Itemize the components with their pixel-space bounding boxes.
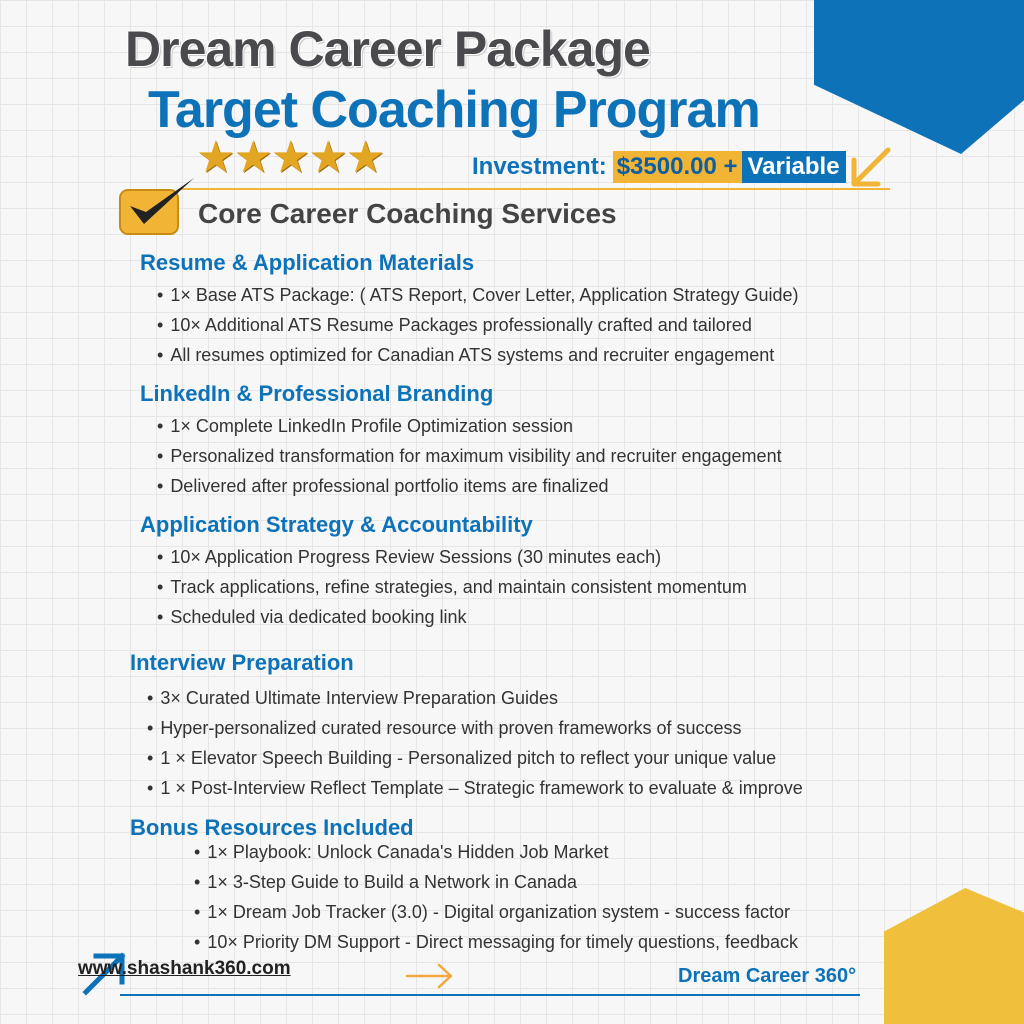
section-heading-interview: Interview Preparation <box>130 650 354 675</box>
investment-line <box>472 150 846 184</box>
arrow-right-icon <box>405 962 455 990</box>
core-services-heading: Core Career Coaching Services <box>198 198 617 229</box>
list-item: • 1 × Elevator Speech Building - Personalized pitch to reflect your unique value <box>147 743 803 773</box>
website-link[interactable]: www.shashank360.com <box>78 958 291 979</box>
investment-price: $3500.00 + <box>613 151 742 183</box>
list-item: • 1× Playbook: Unlock Canada's Hidden Job Market <box>194 837 798 867</box>
section-heading-linkedin: LinkedIn & Professional Branding <box>140 381 494 406</box>
section-list-resume <box>157 280 798 370</box>
brand-name: Dream Career 360° <box>678 965 857 987</box>
footer-divider <box>120 994 860 996</box>
section-heading-resume: Resume & Application Materials <box>140 250 475 275</box>
investment-variable-badge: Variable <box>742 151 846 183</box>
list-item: • Scheduled via dedicated booking link <box>157 602 747 632</box>
list-item: • 1× Complete LinkedIn Profile Optimization session <box>157 411 782 441</box>
blue-hexagon-decoration <box>814 0 1024 154</box>
arrow-down-left-icon <box>848 146 892 190</box>
list-item: • 10× Priority DM Support - Direct messaging for timely questions, feedback <box>194 927 798 957</box>
section-list-bonus <box>194 837 798 957</box>
list-item: • 1× Dream Job Tracker (3.0) - Digital organization system - success factor <box>194 897 798 927</box>
list-item: • Track applications, refine strategies, and maintain consistent momentum <box>157 572 747 602</box>
list-item: • Hyper-personalized curated resource with proven frameworks of success <box>147 713 803 743</box>
page-title: Dream Career Package <box>125 21 650 77</box>
list-item: • 1× Base ATS Package: ( ATS Report, Cover Letter, Application Strategy Guide) <box>157 280 798 310</box>
section-heading-application-strategy: Application Strategy & Accountability <box>140 512 533 537</box>
list-item: • All resumes optimized for Canadian ATS systems and recruiter engagement <box>157 340 798 370</box>
list-item: • 10× Additional ATS Resume Packages professionally crafted and tailored <box>157 310 798 340</box>
gold-hexagon-decoration <box>884 888 1024 1024</box>
list-item: • 10× Application Progress Review Sessions (30 minutes each) <box>157 542 747 572</box>
investment-label: Investment: <box>472 153 607 180</box>
list-item: • 1 × Post-Interview Reflect Template – Strategic framework to evaluate & improve <box>147 773 803 803</box>
list-item: • Personalized transformation for maximum visibility and recruiter engagement <box>157 441 782 471</box>
list-item: • 1× 3-Step Guide to Build a Network in Canada <box>194 867 798 897</box>
header-divider <box>180 188 890 190</box>
checkmark-badge-icon <box>118 172 198 236</box>
list-item: • Delivered after professional portfolio items are finalized <box>157 471 782 501</box>
section-list-linkedin <box>157 411 782 501</box>
page-subtitle: Target Coaching Program <box>148 81 760 139</box>
section-heading-bonus: Bonus Resources Included <box>130 815 414 840</box>
five-star-rating-icon: ★★★★★ <box>196 133 384 182</box>
section-list-application-strategy <box>157 542 747 632</box>
list-item: • 3× Curated Ultimate Interview Preparation Guides <box>147 683 803 713</box>
section-list-interview <box>147 683 803 803</box>
